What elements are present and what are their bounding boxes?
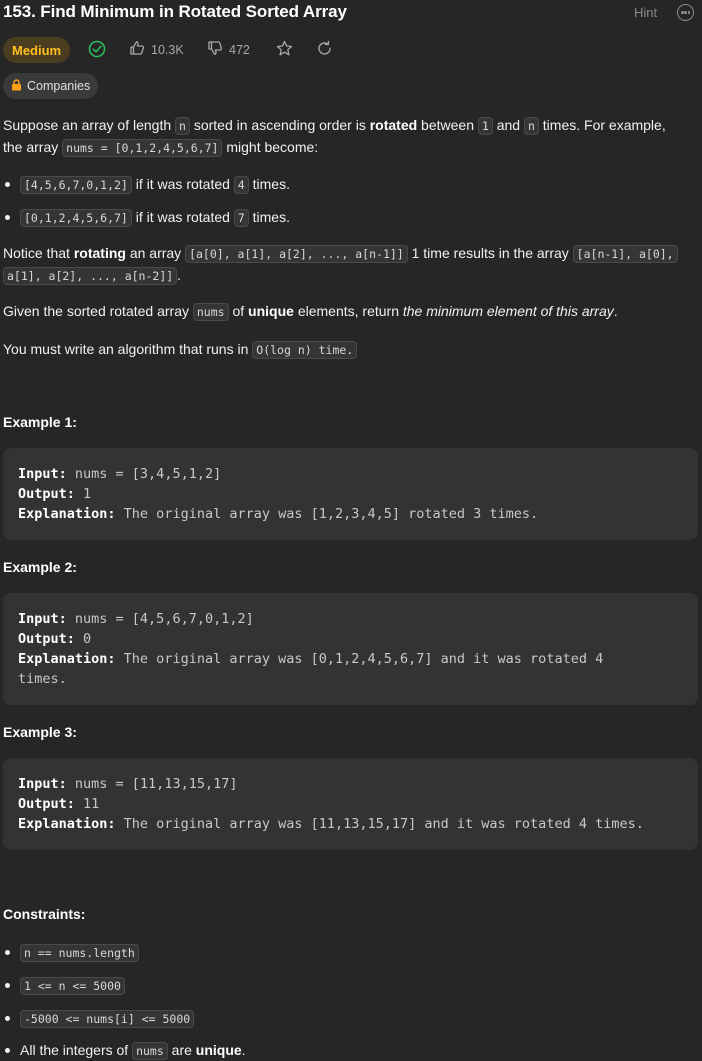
reset-refresh-icon[interactable]	[316, 40, 333, 57]
problem-toolbar	[3, 36, 70, 64]
description-paragraph-1: Suppose an array of length n sorted in ascending order is rotated between 1 and n times. For example, the array nums = [0,1,2,4,5,6,7] might become:	[3, 117, 666, 155]
example-3-box: Input: nums = [11,13,15,17] Output: 11 Explanation: The original array was [11,13,15,17] and it was rotated 4 times.	[3, 758, 698, 850]
description-paragraph-4: You must write an algorithm that runs in O(log n) time.	[3, 339, 357, 361]
like-count: 10.3K	[151, 42, 184, 57]
example-2-box: Input: nums = [4,5,6,7,0,1,2] Output: 0 Explanation: The original array was [0,1,2,4,5,6,7] and it was rotated 4 times.	[3, 593, 698, 705]
dislike-count: 472	[229, 42, 250, 57]
description-paragraph-2: Notice that rotating an array [a[0], a[1], a[2], ..., a[n-1]] 1 time results in the array [a[n-1], a[0], a[1], a[2], ..., a[n-2]] .	[3, 243, 702, 287]
example-1-box: Input: nums = [3,4,5,1,2] Output: 1 Explanation: The original array was [1,2,3,4,5] rotated 3 times.	[3, 448, 698, 540]
constraints-title: Constraints:	[3, 906, 86, 922]
description-paragraph-3: Given the sorted rotated array nums of unique elements, return the minimum element of this array.	[3, 303, 618, 319]
lock-icon	[11, 79, 22, 94]
dislike-button[interactable]	[207, 40, 250, 59]
thumbs-down-icon	[207, 40, 223, 59]
example-2-title: Example 2:	[3, 559, 77, 575]
hint-button[interactable]: Hint	[634, 5, 658, 20]
like-button[interactable]	[129, 40, 184, 59]
thumbs-up-icon	[129, 40, 145, 59]
more-icon[interactable]	[677, 4, 694, 21]
companies-button[interactable]	[3, 73, 98, 99]
difficulty-badge: Medium	[3, 37, 70, 63]
example-1-title: Example 1:	[3, 414, 77, 430]
example-3-title: Example 3:	[3, 724, 77, 740]
favorite-star-icon[interactable]	[276, 40, 293, 57]
companies-label: Companies	[27, 79, 91, 93]
solved-check-icon	[88, 40, 106, 58]
problem-title: 153. Find Minimum in Rotated Sorted Array	[3, 2, 347, 21]
